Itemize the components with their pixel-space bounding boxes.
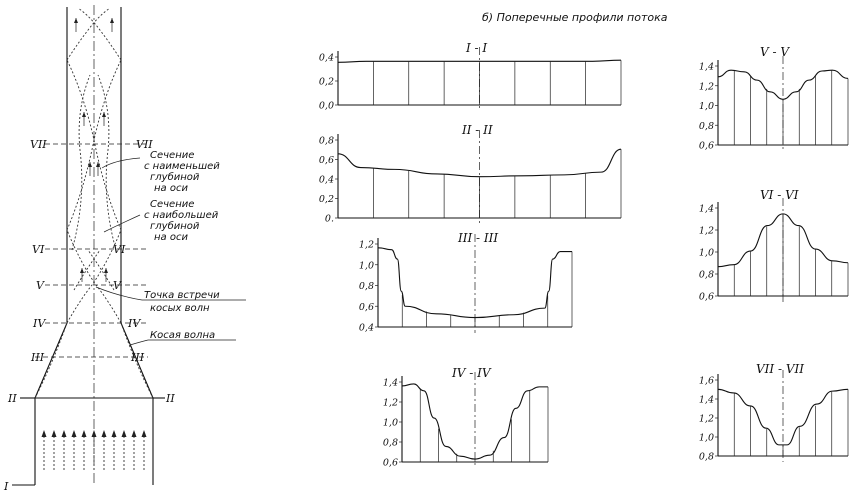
svg-text:с наименьшей: с наименьшей bbox=[144, 161, 220, 172]
profile-y-tick-label: 1,0 bbox=[698, 101, 714, 112]
svg-text:глубиной: глубиной bbox=[150, 172, 200, 183]
profile-y-tick-label: 0,2 bbox=[318, 76, 334, 88]
channel-plan-diagram bbox=[3, 5, 246, 493]
profile-panel-v-v bbox=[699, 45, 848, 152]
flow-arrow bbox=[110, 18, 114, 32]
section-label-left: IV bbox=[33, 317, 46, 330]
profile-y-tick-label: 1,2 bbox=[698, 413, 714, 425]
flow-arrow bbox=[102, 112, 106, 126]
profile-title: I - I bbox=[466, 41, 488, 55]
svg-text:глубиной: глубиной bbox=[150, 221, 200, 232]
profile-y-tick-label: 1,2 bbox=[698, 225, 714, 237]
section-label-right: VI bbox=[113, 243, 126, 256]
inflow-arrows bbox=[42, 430, 147, 470]
section-label-left: III bbox=[31, 351, 45, 364]
profile-y-tick-label: 0,8 bbox=[318, 135, 334, 147]
svg-text:Сечение: Сечение bbox=[150, 199, 195, 210]
profile-y-tick-label: 1,2 bbox=[358, 239, 374, 251]
flow-arrow bbox=[62, 430, 67, 470]
oblique-wave-line bbox=[98, 75, 116, 250]
section-line-iii bbox=[30, 351, 148, 364]
profile-y-tick-label: 1,0 bbox=[698, 247, 714, 259]
profile-y-tick-label: 0,0 bbox=[318, 100, 334, 112]
section-line-iv bbox=[32, 317, 148, 330]
profile-title: III - III bbox=[458, 231, 499, 245]
profile-y-tick-label: 1,4 bbox=[698, 394, 714, 406]
flow-arrow bbox=[72, 430, 77, 470]
oblique-wave-line bbox=[78, 8, 121, 60]
section-line-i bbox=[3, 480, 35, 493]
flow-arrow bbox=[132, 430, 137, 470]
profile-title: V - V bbox=[760, 45, 790, 59]
section-label-right: VII bbox=[136, 138, 153, 151]
flow-arrow bbox=[122, 430, 127, 470]
profile-y-tick-label: 0,2 bbox=[318, 194, 334, 205]
section-label-right: III bbox=[131, 351, 145, 364]
channel-wall-right bbox=[121, 7, 153, 485]
section-label-left: II bbox=[8, 392, 17, 405]
profile-y-tick-label: 0,6 bbox=[698, 291, 714, 303]
profile-y-tick-label: 1,6 bbox=[698, 375, 714, 387]
svg-text:Косая волна: Косая волна bbox=[150, 330, 216, 341]
profile-y-tick-label: 0,6 bbox=[358, 301, 374, 313]
flow-arrow bbox=[74, 18, 78, 32]
section-line-vii bbox=[30, 138, 153, 151]
oblique-wave-line bbox=[72, 75, 90, 250]
profile-y-tick-label: 1,2 bbox=[382, 397, 398, 409]
profile-y-tick-label: 0,4 bbox=[318, 52, 334, 64]
profile-y-tick-label: 0,6 bbox=[382, 457, 398, 469]
section-label-right: IV bbox=[128, 317, 141, 330]
profile-panel-iv-iv bbox=[383, 366, 548, 469]
profile-y-tick-label: 1,0 bbox=[382, 417, 398, 429]
profile-panel-vii-vii bbox=[699, 362, 848, 463]
svg-text:Сечение: Сечение bbox=[150, 150, 195, 161]
profile-y-tick-label: 0,8 bbox=[698, 269, 714, 281]
profile-y-tick-label: 0,6 bbox=[318, 155, 334, 166]
profile-title: IV - IV bbox=[452, 366, 491, 380]
profile-y-tick-label: 0,6 bbox=[698, 140, 714, 152]
profile-title: II - II bbox=[462, 123, 493, 137]
profile-y-tick-label: 1,2 bbox=[698, 81, 714, 93]
flow-arrow bbox=[42, 430, 47, 470]
profile-title: VI - VI bbox=[760, 188, 799, 202]
figure-heading: б) Поперечные профили потока bbox=[482, 11, 668, 24]
profile-panel-ii-ii bbox=[319, 123, 621, 225]
section-line-vi bbox=[32, 243, 148, 256]
flow-arrow bbox=[82, 430, 87, 470]
section-label-right: V bbox=[113, 279, 121, 292]
flow-arrow bbox=[52, 430, 57, 470]
profile-y-tick-label: 0,8 bbox=[698, 451, 714, 463]
section-label-left: VI bbox=[32, 243, 45, 256]
flow-arrow bbox=[142, 430, 147, 470]
profile-panel-iii-iii bbox=[359, 231, 572, 334]
oblique-wave-line bbox=[74, 250, 100, 290]
profile-title: VII - VII bbox=[756, 362, 804, 376]
flow-arrow bbox=[102, 430, 107, 470]
svg-text:на оси: на оси bbox=[154, 232, 188, 243]
svg-text:с наибольшей: с наибольшей bbox=[144, 210, 219, 221]
flow-arrow bbox=[112, 430, 117, 470]
profile-y-tick-label: 1,4 bbox=[698, 203, 714, 215]
section-label-left: V bbox=[36, 279, 44, 292]
flow-arrow bbox=[92, 430, 97, 470]
profile-y-tick-label: 0,4 bbox=[358, 322, 374, 334]
section-label-left: I bbox=[4, 480, 9, 493]
svg-text:Точка встречи: Точка встречи bbox=[144, 290, 220, 301]
section-label-left: VII bbox=[30, 138, 47, 151]
profile-y-tick-label: 0,4 bbox=[318, 174, 334, 186]
profile-y-tick-label: 1,0 bbox=[698, 432, 714, 444]
profile-y-tick-label: 0. bbox=[324, 213, 334, 225]
oblique-wave-line bbox=[67, 8, 110, 60]
profile-y-tick-label: 1,0 bbox=[358, 260, 374, 272]
flow-arrow bbox=[82, 112, 86, 126]
cross-section-profiles bbox=[319, 41, 848, 469]
profile-y-tick-label: 1,4 bbox=[382, 377, 398, 389]
oblique-wave-line bbox=[88, 250, 114, 290]
profile-panel-vi-vi bbox=[699, 188, 848, 303]
profile-y-tick-label: 0,8 bbox=[358, 281, 374, 292]
annotation-oblique-wave bbox=[130, 330, 236, 345]
section-label-right: II bbox=[166, 392, 175, 405]
profile-y-tick-label: 0,8 bbox=[382, 437, 398, 449]
annotation-min-depth bbox=[102, 150, 220, 194]
profile-y-tick-label: 1,4 bbox=[698, 61, 714, 73]
profile-y-tick-label: 0,8 bbox=[698, 120, 714, 132]
profile-panel-i-i bbox=[319, 41, 621, 112]
svg-text:косых волн: косых волн bbox=[150, 303, 210, 314]
svg-text:на оси: на оси bbox=[154, 183, 188, 194]
